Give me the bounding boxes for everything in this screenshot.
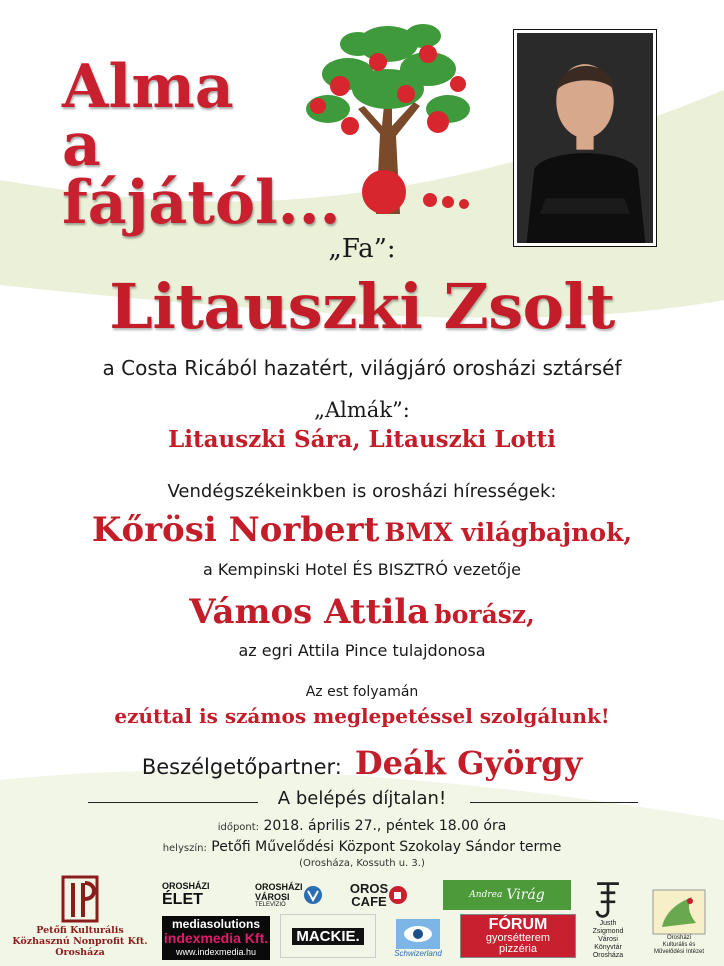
lib-line-2: Kulturális és (662, 941, 696, 948)
mackie-text: MACKIE. (292, 928, 363, 945)
guest-2-name: Vámos Attila (189, 592, 430, 632)
lib-line-1: Orosházi (666, 934, 691, 941)
guest-1-title: BMX világbajnok, (384, 518, 633, 547)
chef-photo (514, 30, 656, 246)
partner-label: Beszélgetőpartner: (141, 755, 342, 779)
date-row (0, 818, 724, 834)
forum-line-2: gyorsétterem (485, 932, 551, 944)
entry-text: A belépés díjtalan! (277, 788, 447, 809)
oros-cafe-logo (346, 880, 412, 910)
place-label: helyszín: (162, 843, 207, 854)
tv-line-1: OROSHÁZI (255, 882, 303, 892)
oroshazi-kulturalis-logo (640, 882, 718, 962)
almak-label: „Almák”: (314, 398, 410, 422)
address: (Orosháza, Kossuth u. 3.) (299, 858, 425, 869)
mackie-logo (280, 914, 376, 958)
guest-1-name: Kőrösi Norbert (91, 510, 380, 550)
oroshazi-elet-logo (162, 880, 224, 910)
indexmedia-logo (162, 916, 270, 960)
guest-2-title: borász, (434, 600, 535, 629)
js-line-3: Orosháza (592, 952, 624, 959)
andrea-virag-logo (443, 880, 571, 910)
tv-line-2: VÁROSI (255, 892, 290, 902)
fa-label: „Fa”: (328, 234, 396, 264)
forum-line-1: FÓRUM (488, 916, 548, 933)
cafe-line-2: CAFE (351, 894, 387, 909)
cafe-line-1: OROS (349, 881, 389, 896)
guest-2-description: az egri Attila Pince tulajdonosa (238, 641, 486, 660)
place-value: Petőfi Művelődési Központ Szokolay Sándor terme (211, 839, 562, 855)
js-line-2: Városi Könyvtár (594, 936, 622, 951)
virag-a: Andrea (469, 890, 503, 900)
media-line-1: mediasolutions (171, 917, 260, 931)
schwizerland-logo (386, 914, 450, 962)
partner-name: Deák György (354, 744, 583, 782)
oroshazi-tv-logo (255, 880, 325, 910)
elet-big: ÉLET (162, 891, 203, 908)
evening-label: Az est folyamán (305, 684, 419, 700)
main-guest-description: a Costa Ricából hazatért, világjáró orosházi sztárséf (102, 356, 622, 380)
main-guest-name: Litauszki Zsolt (109, 270, 615, 343)
tv-badge-icon (303, 885, 323, 905)
tv-line-3: TELEVÍZIÓ (255, 902, 286, 908)
coffee-cup-icon (388, 885, 408, 905)
title-line-2: a fájától... (62, 110, 341, 238)
media-line-3: www.indexmedia.hu (175, 947, 257, 957)
eye-icon (396, 919, 440, 949)
js-monogram-icon (590, 880, 626, 920)
dragon-icon (652, 889, 706, 935)
pk-line-3: Orosháza (55, 946, 105, 958)
apple-tree-illustration (288, 14, 478, 214)
partner-row (0, 744, 724, 782)
surprise-text: ezúttal is számos meglepetéssel szolgálunk! (114, 704, 610, 728)
guest-2 (0, 592, 724, 632)
pk-line-2: Közhasznú Nonprofit Kft. (12, 935, 148, 947)
media-line-2: indexmedia Kft. (163, 930, 269, 946)
justh-zsigmond-library-logo (585, 880, 631, 960)
place-row (0, 839, 724, 855)
almak-names: Litauszki Sára, Litauszki Lotti (168, 426, 556, 453)
elet-small: OROSHÁZI (162, 881, 210, 891)
pk-line-1: Petőfi Kulturális (36, 924, 124, 936)
forum-line-3: pizzéria (499, 943, 537, 955)
schwizerland-text: Schwizerland (394, 948, 442, 958)
virag-b: Virág (506, 887, 545, 903)
petofi-kulturalis-logo (8, 870, 152, 962)
date-value: 2018. április 27., péntek 18.00 óra (263, 818, 507, 834)
title-line-1: Alma (62, 52, 234, 122)
divider-right (470, 802, 638, 803)
forum-pizzeria-logo (460, 914, 576, 958)
lib-line-3: Művelődési Intézet (653, 948, 705, 955)
guests-intro: Vendégszékeinkben is orosházi hírességek: (167, 481, 557, 502)
guest-1-description: a Kempinski Hotel ÉS BISZTRÓ vezetője (203, 560, 521, 579)
date-label: időpont: (217, 822, 260, 833)
pk-mark-icon (59, 875, 101, 923)
js-line-1: Justh Zsigmond (592, 920, 624, 935)
guest-1 (0, 510, 724, 550)
